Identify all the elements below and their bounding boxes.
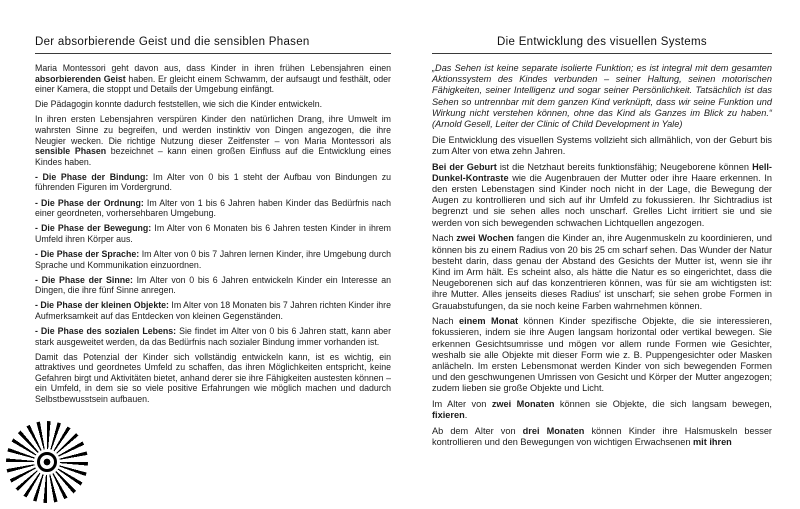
emphasized-text: - Die Phase des sozialen Lebens: xyxy=(35,325,177,336)
text-segment: . xyxy=(464,410,468,421)
text-segment: Im Alter von 0 bis 7 Jahren lernen Kinder, ihre Umgebung durch Sprache und Kommunikation einzuordnen. xyxy=(35,248,391,270)
paragraph xyxy=(432,63,772,130)
paragraph xyxy=(432,135,772,157)
text-segment: Die Entwicklung des visuellen Systems vollzieht sich allmählich, von der Geburt bis zum Alter von etwa zehn Jahren. xyxy=(432,134,772,156)
emphasized-text: mit ihren xyxy=(693,437,732,448)
paragraph xyxy=(35,352,391,405)
text-segment: fangen die Kinder an, ihre Augenmuskeln zu koordinieren, und können bis zu einem Radius von 20 bis 25 cm scharf sehen. Das Wunder der Natur besteht darin, dass genau der Abstand des Gesichts der Mutter ist, wenn sie ihr Kind im Arm hält. Es scheint also, als hätte die Natur es so eingerichtet, dass die Neugeborenen sich auf das konzentrieren können, was für sie am wichtigsten ist: ihre Mutter. Alles jenseits dieses Radius' ist unscharf; sie sehen grobe Formen in Grauabstufungen, da sie noch keine Farben wahrnehmen können. xyxy=(432,233,772,311)
paragraph xyxy=(35,99,391,110)
text-segment: In ihren ersten Lebensjahren verspüren Kinder den natürlichen Drang, ihre Umwelt im wahrsten Sinne zu begreifen, und werden instinktiv von Dingen angezogen, die ihre Neugier wecken. Die richtige Nutzung dieser Zeitfenster – von Maria Montessori als xyxy=(35,114,391,146)
starburst-icon xyxy=(6,421,88,503)
paragraph xyxy=(35,300,391,321)
emphasized-text: - Die Phase der Sprache: xyxy=(35,248,140,259)
left-page-title: Der absorbierende Geist und die sensiblen Phasen xyxy=(35,36,310,48)
emphasized-text: zwei Monaten xyxy=(491,399,555,410)
emphasized-text: sensible Phasen xyxy=(35,146,107,157)
text-segment: Im Alter von 6 Monaten bis 6 Jahren testen Kinder in ihrem Umfeld ihren Körper aus. xyxy=(35,223,391,244)
paragraph xyxy=(35,198,391,219)
emphasized-text: Bei der Geburt xyxy=(432,161,497,172)
text-segment: wie die Augenbrauen der Mutter oder ihre Haare erkennen. In den ersten Lebenstagen sind Kinder noch nicht in der Lage, die Bewegung der Augen zu kontrollieren und sich auf ihr Umfeld zu fokussieren. Ihr Sichtradius ist begrenzt und sie sehen alles noch unscharf. Grelles Licht irritiert sie und sie werden von sich bewegenden schwachen Lichtquellen angezogen. xyxy=(432,172,772,228)
paragraph xyxy=(35,63,391,95)
paragraph xyxy=(432,233,772,311)
text-segment: Im Alter von xyxy=(432,399,492,410)
text-segment: Damit das Potenzial der Kinder sich vollständig entwickeln kann, ist es wichtig, ein attraktives und geordnetes Umfeld zu schaffen, das ihren Möglichkeiten entspricht, keine Gefahren birgt und Aktivitäten bietet, anhand derer sie ihre Fähigkeiten austesten können – ein Umfeld, in dem sie so viele positive Erfahrungen wie möglich machen und dadurch Selbstbewusstsein aufbauen. xyxy=(35,351,391,405)
paragraph xyxy=(35,223,391,244)
paragraph xyxy=(35,326,391,347)
emphasized-text: einem Monat xyxy=(458,316,519,327)
left-page xyxy=(35,36,391,409)
text-segment: haben. Er gleicht einem Schwamm, der aufsaugt und festhält, oder einer Kamera, die stoppt und Details der Umgebung einfängt. xyxy=(35,73,391,95)
text-segment: „Das Sehen ist keine separate isolierte Funktion; es ist integral mit dem gesamten Aktionssystem des Kindes verbunden – seiner Haltung, seinen motorischen Fähigkeiten, seiner Intelligenz und sogar seiner Persönlichkeit. Tatsächlich ist das Sehen so untrennbar mit dem ganzen Kind verknüpft, dass wir seine Funktion und Wirkung nicht verstehen können, ohne das Kind als Ganzes im Blick zu haben.“ (Arnold Gesell, Leiter der Clinic of Child Development in Yale) xyxy=(432,63,772,130)
paragraph xyxy=(35,275,391,296)
paragraph xyxy=(35,249,391,270)
paragraph xyxy=(432,399,772,421)
paragraph xyxy=(432,316,772,394)
right-title-rule xyxy=(432,53,772,54)
text-segment: können Kinder spezifische Objekte, die sie interessieren, fokussieren, indem sie ihre Augen langsam horizontal oder vertikal bewegen. Sie erkennen Gesichtsumrisse und mögen vor allem runde Formen wie Gesichter, weshalb sie alle Objekte mit dieser Form wie z. B. Puppengesichter oder Masken anlächeln. Im ersten Lebensmonat werden Kinder von sich bewegenden Formen und den geschwungenen Umrissen von Gesicht und Körper der Mutter angezogen; zudem lieben sie große Objekte und Licht. xyxy=(432,316,772,394)
text-segment: Im Alter von 0 bis 6 Jahren entwickeln Kinder ein Interesse an Dingen, die ihre fünf Sinne anregen. xyxy=(35,274,391,296)
text-segment: Nach xyxy=(432,316,459,327)
text-segment: bezeichnet – kann einen großen Einfluss auf die Entwicklung eines Kindes haben. xyxy=(35,146,391,167)
right-page-title: Die Entwicklung des visuellen Systems xyxy=(497,36,707,48)
text-segment: Im Alter von 0 bis 1 steht der Aufbau von Bindungen zu führenden Figuren im Vordergrund. xyxy=(35,171,391,193)
right-page xyxy=(432,36,772,453)
emphasized-text: Hell-Dunkel-Kontraste xyxy=(432,161,772,183)
text-segment: können Kinder ihre Halsmuskeln besser kontrollieren und den Bewegungen von wichtigen Erwachsenen xyxy=(432,426,772,448)
emphasized-text: fixieren xyxy=(432,410,465,421)
text-segment: Nach xyxy=(432,233,457,244)
text-segment: Maria Montessori geht davon aus, dass Kinder in ihren frühen Lebensjahren einen xyxy=(35,63,391,73)
text-segment: ist die Netzhaut bereits funktionsfähig; Neugeborene können xyxy=(496,161,753,172)
emphasized-text: absorbierenden Geist xyxy=(35,73,126,84)
emphasized-text: zwei Wochen xyxy=(456,233,514,244)
text-segment: Im Alter von 18 Monaten bis 7 Jahren richten Kinder ihre Aufmerksamkeit auf das Entdecken von kleinen Gegenständen. xyxy=(35,300,391,321)
emphasized-text: - Die Phase der Sinne: xyxy=(35,274,133,285)
emphasized-text: - Die Phase der Bindung: xyxy=(35,171,149,182)
left-title-rule xyxy=(35,53,391,54)
left-page-body xyxy=(35,63,391,405)
paragraph xyxy=(35,114,391,167)
paragraph xyxy=(35,172,391,193)
text-segment: Ab dem Alter von xyxy=(432,426,523,437)
right-page-body xyxy=(432,63,772,449)
paragraph xyxy=(432,162,772,229)
emphasized-text: drei Monaten xyxy=(522,426,585,437)
text-segment: können sie Objekte, die sich langsam bewegen, xyxy=(554,399,772,410)
text-segment: Die Pädagogin konnte dadurch feststellen, wie sich die Kinder entwickeln. xyxy=(35,99,323,110)
emphasized-text: - Die Phase der kleinen Objekte: xyxy=(35,300,169,311)
paragraph xyxy=(432,426,772,448)
emphasized-text: - Die Phase der Bewegung: xyxy=(35,223,152,234)
text-segment: Sie findet im Alter von 0 bis 6 Jahren statt, kann aber stark ausgeweitet werden, da das Bedürfnis nach sozialer Bindung immer vorhanden ist. xyxy=(35,325,392,347)
text-segment: Im Alter von 1 bis 6 Jahren haben Kinder das Bedürfnis nach einer geordneten, vorhersehbaren Umgebung. xyxy=(35,197,391,219)
emphasized-text: - Die Phase der Ordnung: xyxy=(35,197,144,208)
